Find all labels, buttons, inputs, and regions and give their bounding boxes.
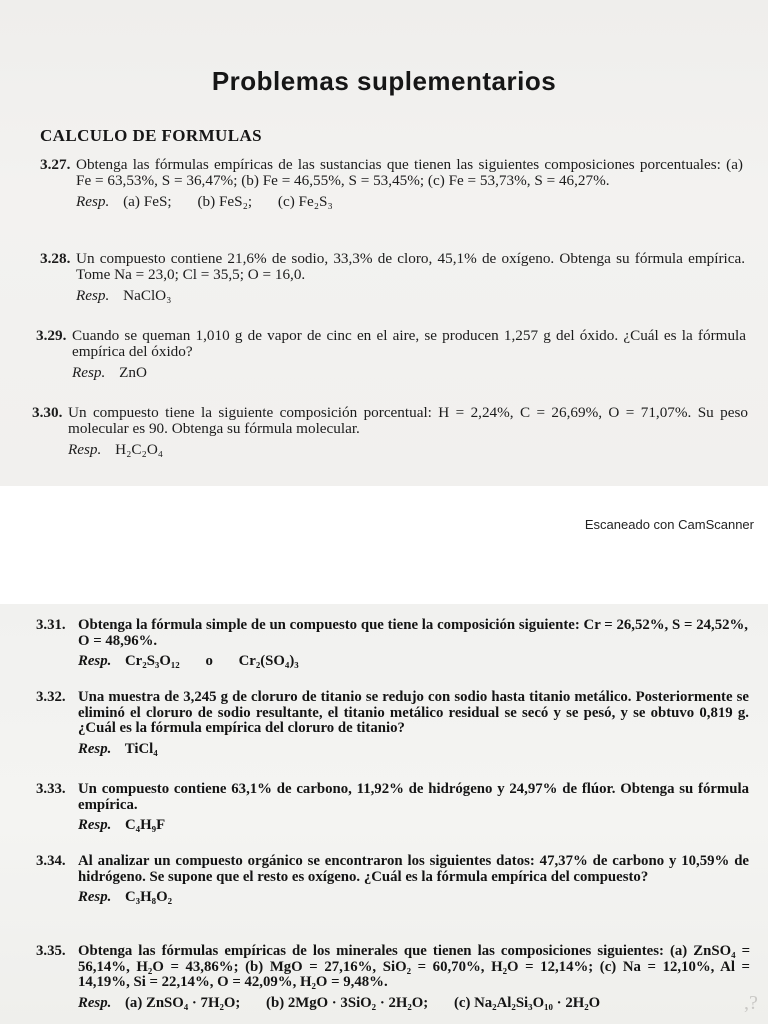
problem-number: 3.27. (40, 156, 71, 173)
problem-3-33 (36, 782, 749, 834)
resp-label: Resp. (76, 287, 110, 304)
problem-number: 3.29. (36, 327, 67, 344)
problem-number: 3.34. (36, 853, 66, 869)
answer: Cr₂S₃O₁₂ (125, 653, 180, 669)
pencil-mark: ,? (744, 992, 758, 1014)
answer-line (78, 890, 749, 906)
answer: (c) Fe₂S₃ (277, 193, 333, 210)
answer: C₃H₈O₂ (125, 889, 173, 905)
resp-label: Resp. (78, 653, 112, 669)
problem-number: 3.30. (32, 404, 63, 421)
problem-text: Obtenga las fórmulas empíricas de las sustancias que tienen las siguientes composiciones porcentuales: (a) Fe = 63,53%, S = 36,47%; (b) Fe = 46,55%, S = 53,45%; (c) Fe = 53,73%, S = 46,27%. (76, 156, 743, 189)
answer: NaClO₃ (123, 287, 172, 304)
problem-number: 3.31. (36, 617, 66, 633)
answer: (b) 2MgO · 3SiO₂ · 2H₂O; (266, 994, 429, 1011)
problem-3-32 (36, 690, 749, 757)
problem-3-31 (36, 618, 748, 670)
answer: (a) ZnSO₄ · 7H₂O; (125, 994, 241, 1011)
problem-text: Obtenga la fórmula simple de un compuesto que tiene la composición siguiente: Cr = 26,52%, S = 24,52%, O = 48,96%. (78, 617, 748, 649)
problem-3-35 (36, 944, 750, 1011)
answer: C₄H₉F (125, 817, 166, 833)
problem-3-30 (32, 405, 748, 458)
answer-line (78, 996, 750, 1012)
answer-line (68, 442, 748, 458)
resp-label: Resp. (78, 740, 112, 757)
section-heading: CALCULO DE FORMULAS (40, 126, 263, 145)
answer: H₂C₂O₄ (115, 441, 164, 458)
scanned-page-top (0, 0, 768, 486)
scanner-watermark: Escaneado con CamScanner (584, 517, 754, 532)
scanned-page-bottom (0, 604, 768, 1024)
problem-text: Cuando se queman 1,010 g de vapor de cinc en el aire, se producen 1,257 g del óxido. ¿Cuál es la fórmula empírica del óxido? (72, 327, 746, 360)
problem-number: 3.33. (36, 781, 66, 797)
answer: ZnO (119, 364, 147, 381)
answer: (a) FeS; (123, 193, 172, 210)
resp-label: Resp. (72, 364, 106, 381)
answer: TiCl₄ (124, 740, 158, 757)
resp-label: Resp. (78, 817, 112, 833)
answer-line (72, 365, 746, 381)
answer: (c) Na₂Al₂Si₃O₁₀ · 2H₂O (453, 994, 601, 1011)
resp-label: Resp. (76, 193, 110, 210)
resp-label: Resp. (68, 441, 102, 458)
answer-line (78, 742, 749, 758)
problem-number: 3.28. (40, 250, 71, 267)
answer-line (76, 194, 743, 210)
problem-text: Al analizar un compuesto orgánico se encontraron los siguientes datos: 47,37% de carbono y 10,59% de hidrógeno. Se supone que el resto es oxígeno. ¿Cuál es la fórmula empírica del compuesto? (78, 853, 749, 885)
problem-text: Un compuesto tiene la siguiente composición porcentual: H = 2,24%, C = 26,69%, O = 71,07%. Su peso molecular es 90. Obtenga su fórmula molecular. (68, 404, 748, 437)
problem-text: Un compuesto contiene 63,1% de carbono, 11,92% de hidrógeno y 24,97% de flúor. Obtenga su fórmula empírica. (78, 781, 749, 813)
problem-text: Una muestra de 3,245 g de cloruro de titanio se redujo con sodio hasta titanio metálico. Posteriormente se eliminó el cloruro de sodio resultante, el titanio metálico residual se secó y se pesó, y se obtuvo 0,819 g. ¿Cuál es la fórmula empírica del cloruro de titanio? (78, 689, 749, 736)
page-title: Problemas suplementarios (211, 66, 557, 96)
problem-3-34 (36, 854, 749, 906)
problem-number: 3.32. (36, 689, 66, 705)
answer-line (78, 818, 749, 834)
problem-number: 3.35. (36, 943, 66, 959)
problem-3-28 (40, 251, 745, 304)
answer: (b) FeS₂; (197, 193, 253, 210)
problem-text: Un compuesto contiene 21,6% de sodio, 33,3% de cloro, 45,1% de oxígeno. Obtenga su fórmula empírica. Tome Na = 23,0; Cl = 35,5; O = 16,0. (76, 250, 745, 283)
resp-label: Resp. (78, 994, 112, 1011)
resp-label: Resp. (78, 889, 112, 905)
problem-text: Obtenga las fórmulas empíricas de los minerales que tienen las composiciones siguientes: (a) ZnSO₄ = 56,14%, H₂O = 43,86%; (b) MgO = 27,16%, SiO₂ = 60,70%, H₂O = 12,14%; (c) Na = 12,10%, Al = 14,19%, Si = 22,14%, O = 42,09%, H₂O = 9,48%. (78, 943, 750, 990)
problem-3-27 (40, 157, 743, 210)
answer-connector: o (205, 653, 213, 669)
answer-line (76, 288, 745, 304)
answer: Cr₂(SO₄)₃ (238, 653, 299, 669)
answer-line (78, 654, 748, 670)
problem-3-29 (36, 328, 746, 381)
